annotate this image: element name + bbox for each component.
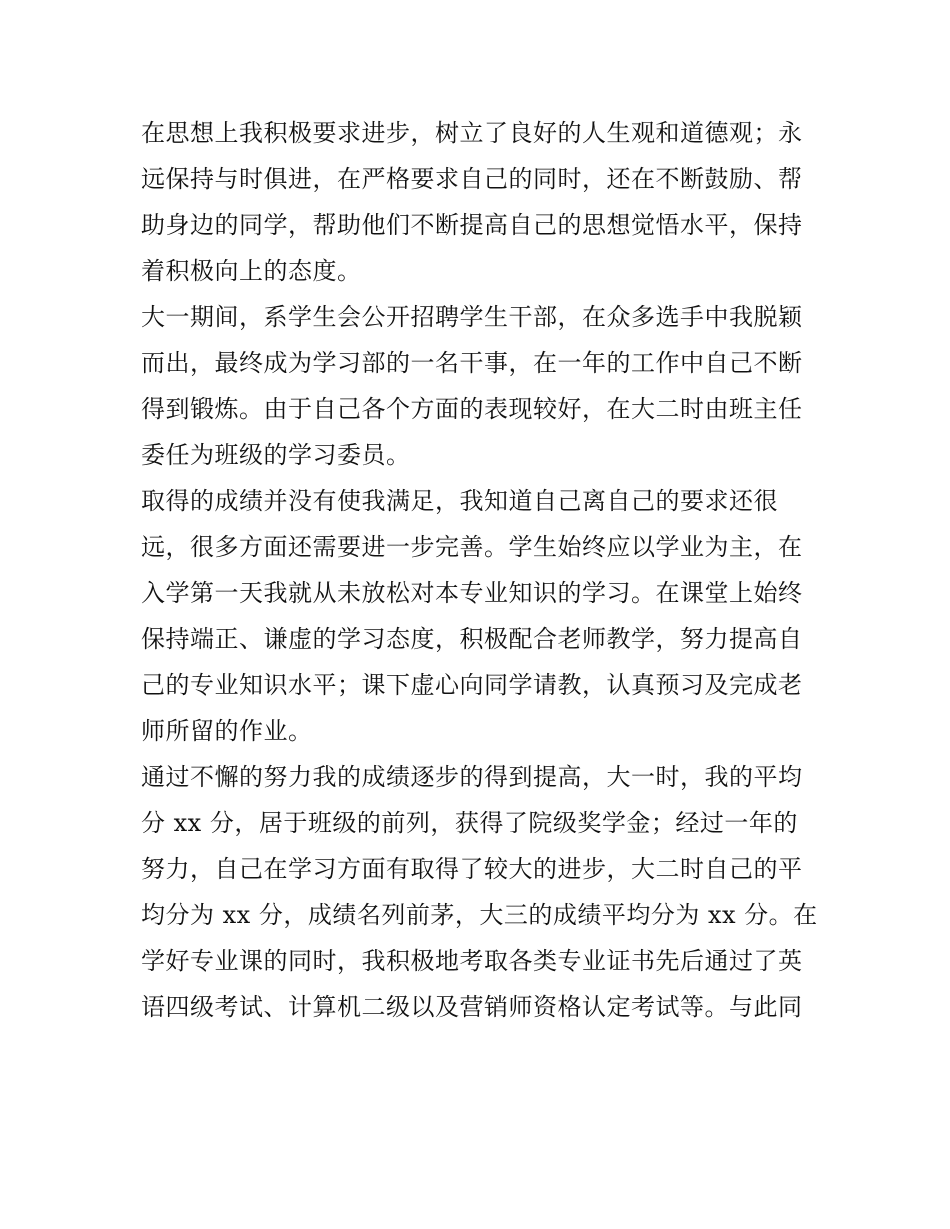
text-line: 助身边的同学，帮助他们不断提高自己的思想觉悟水平，保持 bbox=[141, 211, 803, 239]
text-line: 大一期间，系学生会公开招聘学生干部，在众多选手中我脱颖 bbox=[141, 303, 803, 331]
text-line: 学好专业课的同时，我积极地考取各类专业证书先后通过了英 bbox=[141, 947, 803, 975]
text-line: 远，很多方面还需要进一步完善。学生始终应以学业为主，在 bbox=[141, 533, 803, 561]
text-line: 通过不懈的努力我的成绩逐步的得到提高，大一时，我的平均 bbox=[141, 763, 803, 791]
text-line: 取得的成绩并没有使我满足，我知道自己离自己的要求还很 bbox=[141, 487, 778, 515]
text-line: 己的专业知识水平；课下虚心向同学请教，认真预习及完成老 bbox=[141, 671, 803, 699]
text-line: 分 xx 分，居于班级的前列，获得了院级奖学金；经过一年的 bbox=[141, 809, 798, 837]
text-line: 入学第一天我就从未放松对本专业知识的学习。在课堂上始终 bbox=[141, 579, 803, 607]
text-line: 保持端正、谦虚的学习态度，积极配合老师教学，努力提高自 bbox=[141, 625, 803, 653]
text-line: 远保持与时俱进，在严格要求自己的同时，还在不断鼓励、帮 bbox=[141, 165, 803, 193]
text-line: 而出，最终成为学习部的一名干事，在一年的工作中自己不断 bbox=[141, 349, 803, 377]
text-line: 委任为班级的学习委员。 bbox=[141, 441, 411, 469]
text-line: 努力，自己在学习方面有取得了较大的进步，大二时自己的平 bbox=[141, 855, 803, 883]
text-line: 着积极向上的态度。 bbox=[141, 257, 362, 285]
document-body bbox=[141, 110, 818, 1030]
text-line: 师所留的作业。 bbox=[141, 717, 313, 745]
text-line: 语四级考试、计算机二级以及营销师资格认定考试等。与此同 bbox=[141, 993, 803, 1021]
text-line: 在思想上我积极要求进步，树立了良好的人生观和道德观；永 bbox=[141, 119, 803, 147]
text-line: 得到锻炼。由于自己各个方面的表现较好，在大二时由班主任 bbox=[141, 395, 803, 423]
text-line: 均分为 xx 分，成绩名列前茅，大三的成绩平均分为 xx 分。在 bbox=[141, 901, 818, 929]
